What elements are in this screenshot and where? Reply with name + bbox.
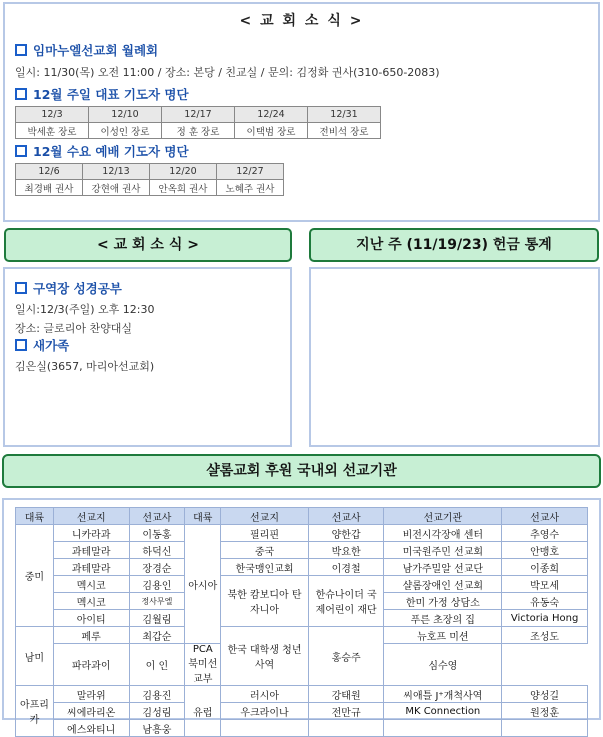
empty-cell bbox=[384, 720, 502, 737]
date-cell: 12/31 bbox=[308, 107, 381, 123]
name-cell: 이성인 장로 bbox=[89, 123, 162, 139]
missionary-cell: 이경철 bbox=[308, 559, 384, 576]
place-cell: 한국맹인교회 bbox=[221, 559, 309, 576]
missionary-cell: 김용진 bbox=[129, 686, 185, 703]
offering-stats-header bbox=[309, 228, 599, 262]
org-cell: 남가주밀알 선교단 bbox=[384, 559, 502, 576]
missionary-cell: 심수영 bbox=[384, 644, 502, 686]
table-row bbox=[16, 559, 588, 576]
date-cell: 12/10 bbox=[89, 107, 162, 123]
section-bible-study bbox=[15, 278, 154, 336]
missions-header-label: 샬롬교회 후원 국내외 선교기관 bbox=[206, 463, 397, 479]
church-news-header bbox=[4, 228, 292, 262]
date-cell: 12/3 bbox=[16, 107, 89, 123]
org-cell: 뉴호프 미션 bbox=[384, 627, 502, 644]
missionary-cell: 강태원 bbox=[308, 686, 384, 703]
region-cell: 아시아 bbox=[185, 525, 221, 644]
org-cell: MK Connection bbox=[384, 703, 502, 720]
new-family-name: 김은실(3657, 마리아선교회) bbox=[15, 360, 155, 373]
missionary-cell: 양한갑 bbox=[308, 525, 384, 542]
missionary-cell: 한슈나이더 국제어린이 재단 bbox=[308, 576, 384, 627]
region-cell: 유럽 bbox=[185, 686, 221, 737]
org-cell: 한미 가정 상담소 bbox=[384, 593, 502, 610]
empty-cell bbox=[308, 720, 384, 737]
col-header: 대륙 bbox=[16, 508, 54, 525]
place-cell: 러시아 bbox=[221, 686, 309, 703]
missionary-cell: 전만규 bbox=[308, 703, 384, 720]
table-row bbox=[16, 576, 588, 593]
name-cell: 강현애 권사 bbox=[83, 180, 150, 196]
empty-cell bbox=[502, 720, 588, 737]
missions-header bbox=[2, 454, 601, 488]
offering-stats-box bbox=[309, 267, 600, 447]
table-row bbox=[16, 627, 588, 644]
missionary-cell: 박모세 bbox=[502, 576, 588, 593]
section-new-family bbox=[15, 335, 154, 374]
name-cell: 노혜주 권사 bbox=[217, 180, 284, 196]
missionary-cell: 추영수 bbox=[502, 525, 588, 542]
table-row bbox=[16, 703, 588, 720]
square-bullet-icon bbox=[15, 88, 27, 100]
offering-stats-header-label: 지난 주 (11/19/23) 헌금 통계 bbox=[356, 237, 552, 253]
square-bullet-icon bbox=[15, 339, 27, 351]
name-cell: 전비석 장로 bbox=[308, 123, 381, 139]
col-header: 대륙 bbox=[185, 508, 221, 525]
org-cell: 미국원주민 선교회 bbox=[384, 542, 502, 559]
place-cell: 과테말라 bbox=[53, 559, 129, 576]
missionary-cell: 최갑순 bbox=[129, 627, 185, 644]
sunday-prayer-title: 12월 주일 대표 기도자 명단 bbox=[33, 87, 189, 102]
missionary-cell: 조성도 bbox=[502, 627, 588, 644]
empty-cell bbox=[221, 720, 309, 737]
missionary-cell: 박요한 bbox=[308, 542, 384, 559]
org-cell: PCA 북미선교부 bbox=[185, 644, 221, 686]
region-cell: 중미 bbox=[16, 525, 54, 627]
missions-table bbox=[15, 507, 588, 737]
place-cell: 에스와티니 bbox=[53, 720, 129, 737]
region-cell: 아프리카 bbox=[16, 686, 54, 737]
missionary-cell: 양성길 bbox=[502, 686, 588, 703]
place-cell: 씨에라리온 bbox=[53, 703, 129, 720]
section-monthly-meeting bbox=[15, 40, 440, 80]
place-cell: 멕시코 bbox=[53, 576, 129, 593]
place-cell: 파라과이 bbox=[53, 644, 129, 686]
bible-study-title: 구역장 성경공부 bbox=[33, 281, 122, 296]
wednesday-prayer-title: 12월 수요 예배 기도자 명단 bbox=[33, 144, 189, 159]
col-header: 선교지 bbox=[53, 508, 129, 525]
place-cell: 아이티 bbox=[53, 610, 129, 627]
missionary-cell: Victoria Hong bbox=[502, 610, 588, 627]
missionary-cell: 정사무엘 bbox=[129, 593, 185, 610]
place-cell: 필리핀 bbox=[221, 525, 309, 542]
table-row bbox=[16, 525, 588, 542]
place-cell: 한국 대학생 청년 사역 bbox=[221, 627, 309, 686]
date-cell: 12/24 bbox=[235, 107, 308, 123]
col-header: 선교사 bbox=[308, 508, 384, 525]
missionary-cell: 하덕신 bbox=[129, 542, 185, 559]
name-cell: 최경배 권사 bbox=[16, 180, 83, 196]
church-news-top-box bbox=[3, 2, 600, 222]
date-cell: 12/13 bbox=[83, 164, 150, 180]
church-news-header-label: < 교 회 소 식 > bbox=[97, 237, 199, 253]
missionary-cell: 남흥웅 bbox=[129, 720, 185, 737]
missionary-cell: 김월림 bbox=[129, 610, 185, 627]
name-cell: 정 훈 장로 bbox=[162, 123, 235, 139]
name-cell: 이택범 장로 bbox=[235, 123, 308, 139]
org-cell: 푸른 초장의 집 bbox=[384, 610, 502, 627]
table-header-row bbox=[16, 508, 588, 525]
square-bullet-icon bbox=[15, 44, 27, 56]
bible-study-place: 장소: 글로리아 찬양대실 bbox=[15, 322, 132, 335]
church-news-box bbox=[3, 267, 292, 447]
place-cell: 중국 bbox=[221, 542, 309, 559]
table-row bbox=[16, 542, 588, 559]
name-cell: 안옥희 권사 bbox=[150, 180, 217, 196]
place-cell: 니카라과 bbox=[53, 525, 129, 542]
missionary-cell: 이동홍 bbox=[129, 525, 185, 542]
missionary-cell: 원정훈 bbox=[502, 703, 588, 720]
square-bullet-icon bbox=[15, 145, 27, 157]
name-cell: 박세훈 장로 bbox=[16, 123, 89, 139]
missionary-cell: 유동숙 bbox=[502, 593, 588, 610]
date-cell: 12/17 bbox=[162, 107, 235, 123]
church-news-title: < 교 회 소 식 > bbox=[239, 13, 364, 29]
col-header: 선교사 bbox=[502, 508, 588, 525]
table-row bbox=[16, 720, 588, 737]
org-cell: 샬롬장애인 선교회 bbox=[384, 576, 502, 593]
missionary-cell: 장경순 bbox=[129, 559, 185, 576]
date-cell: 12/27 bbox=[217, 164, 284, 180]
bible-study-time: 일시:12/3(주일) 오후 12:30 bbox=[15, 303, 155, 316]
col-header: 선교사 bbox=[129, 508, 185, 525]
org-cell: 씨애틀 J⁺개척사역 bbox=[384, 686, 502, 703]
monthly-meeting-title: 임마누엘선교회 월례회 bbox=[33, 43, 159, 58]
missionary-cell: 안맹호 bbox=[502, 542, 588, 559]
place-cell: 우크라이나 bbox=[221, 703, 309, 720]
new-family-title: 새가족 bbox=[33, 338, 70, 353]
square-bullet-icon bbox=[15, 282, 27, 294]
place-cell: 멕시코 bbox=[53, 593, 129, 610]
sunday-prayer-table bbox=[15, 106, 381, 139]
section-sunday-prayer bbox=[15, 84, 381, 139]
date-cell: 12/20 bbox=[150, 164, 217, 180]
missionary-cell: 김성림 bbox=[129, 703, 185, 720]
org-cell: 비전시각장애 센터 bbox=[384, 525, 502, 542]
missionary-cell: 이종희 bbox=[502, 559, 588, 576]
col-header: 선교기관 bbox=[384, 508, 502, 525]
monthly-meeting-info: 일시: 11/30(목) 오전 11:00 / 장소: 본당 / 친교실 / 문의: 김정화 권사(310-650-2083) bbox=[15, 66, 440, 79]
place-cell: 말라위 bbox=[53, 686, 129, 703]
missionary-cell: 김용인 bbox=[129, 576, 185, 593]
missionary-cell: 홍승주 bbox=[308, 627, 384, 686]
missions-box bbox=[2, 498, 601, 736]
wednesday-prayer-table bbox=[15, 163, 284, 196]
col-header: 선교지 bbox=[221, 508, 309, 525]
section-wednesday-prayer bbox=[15, 141, 284, 196]
missionary-cell: 이 인 bbox=[129, 644, 185, 686]
place-cell: 페루 bbox=[53, 627, 129, 644]
place-cell: 북한 캄보디아 탄자니아 bbox=[221, 576, 309, 627]
place-cell: 과테말라 bbox=[53, 542, 129, 559]
region-cell: 남미 bbox=[16, 627, 54, 686]
table-row bbox=[16, 686, 588, 703]
date-cell: 12/6 bbox=[16, 164, 83, 180]
